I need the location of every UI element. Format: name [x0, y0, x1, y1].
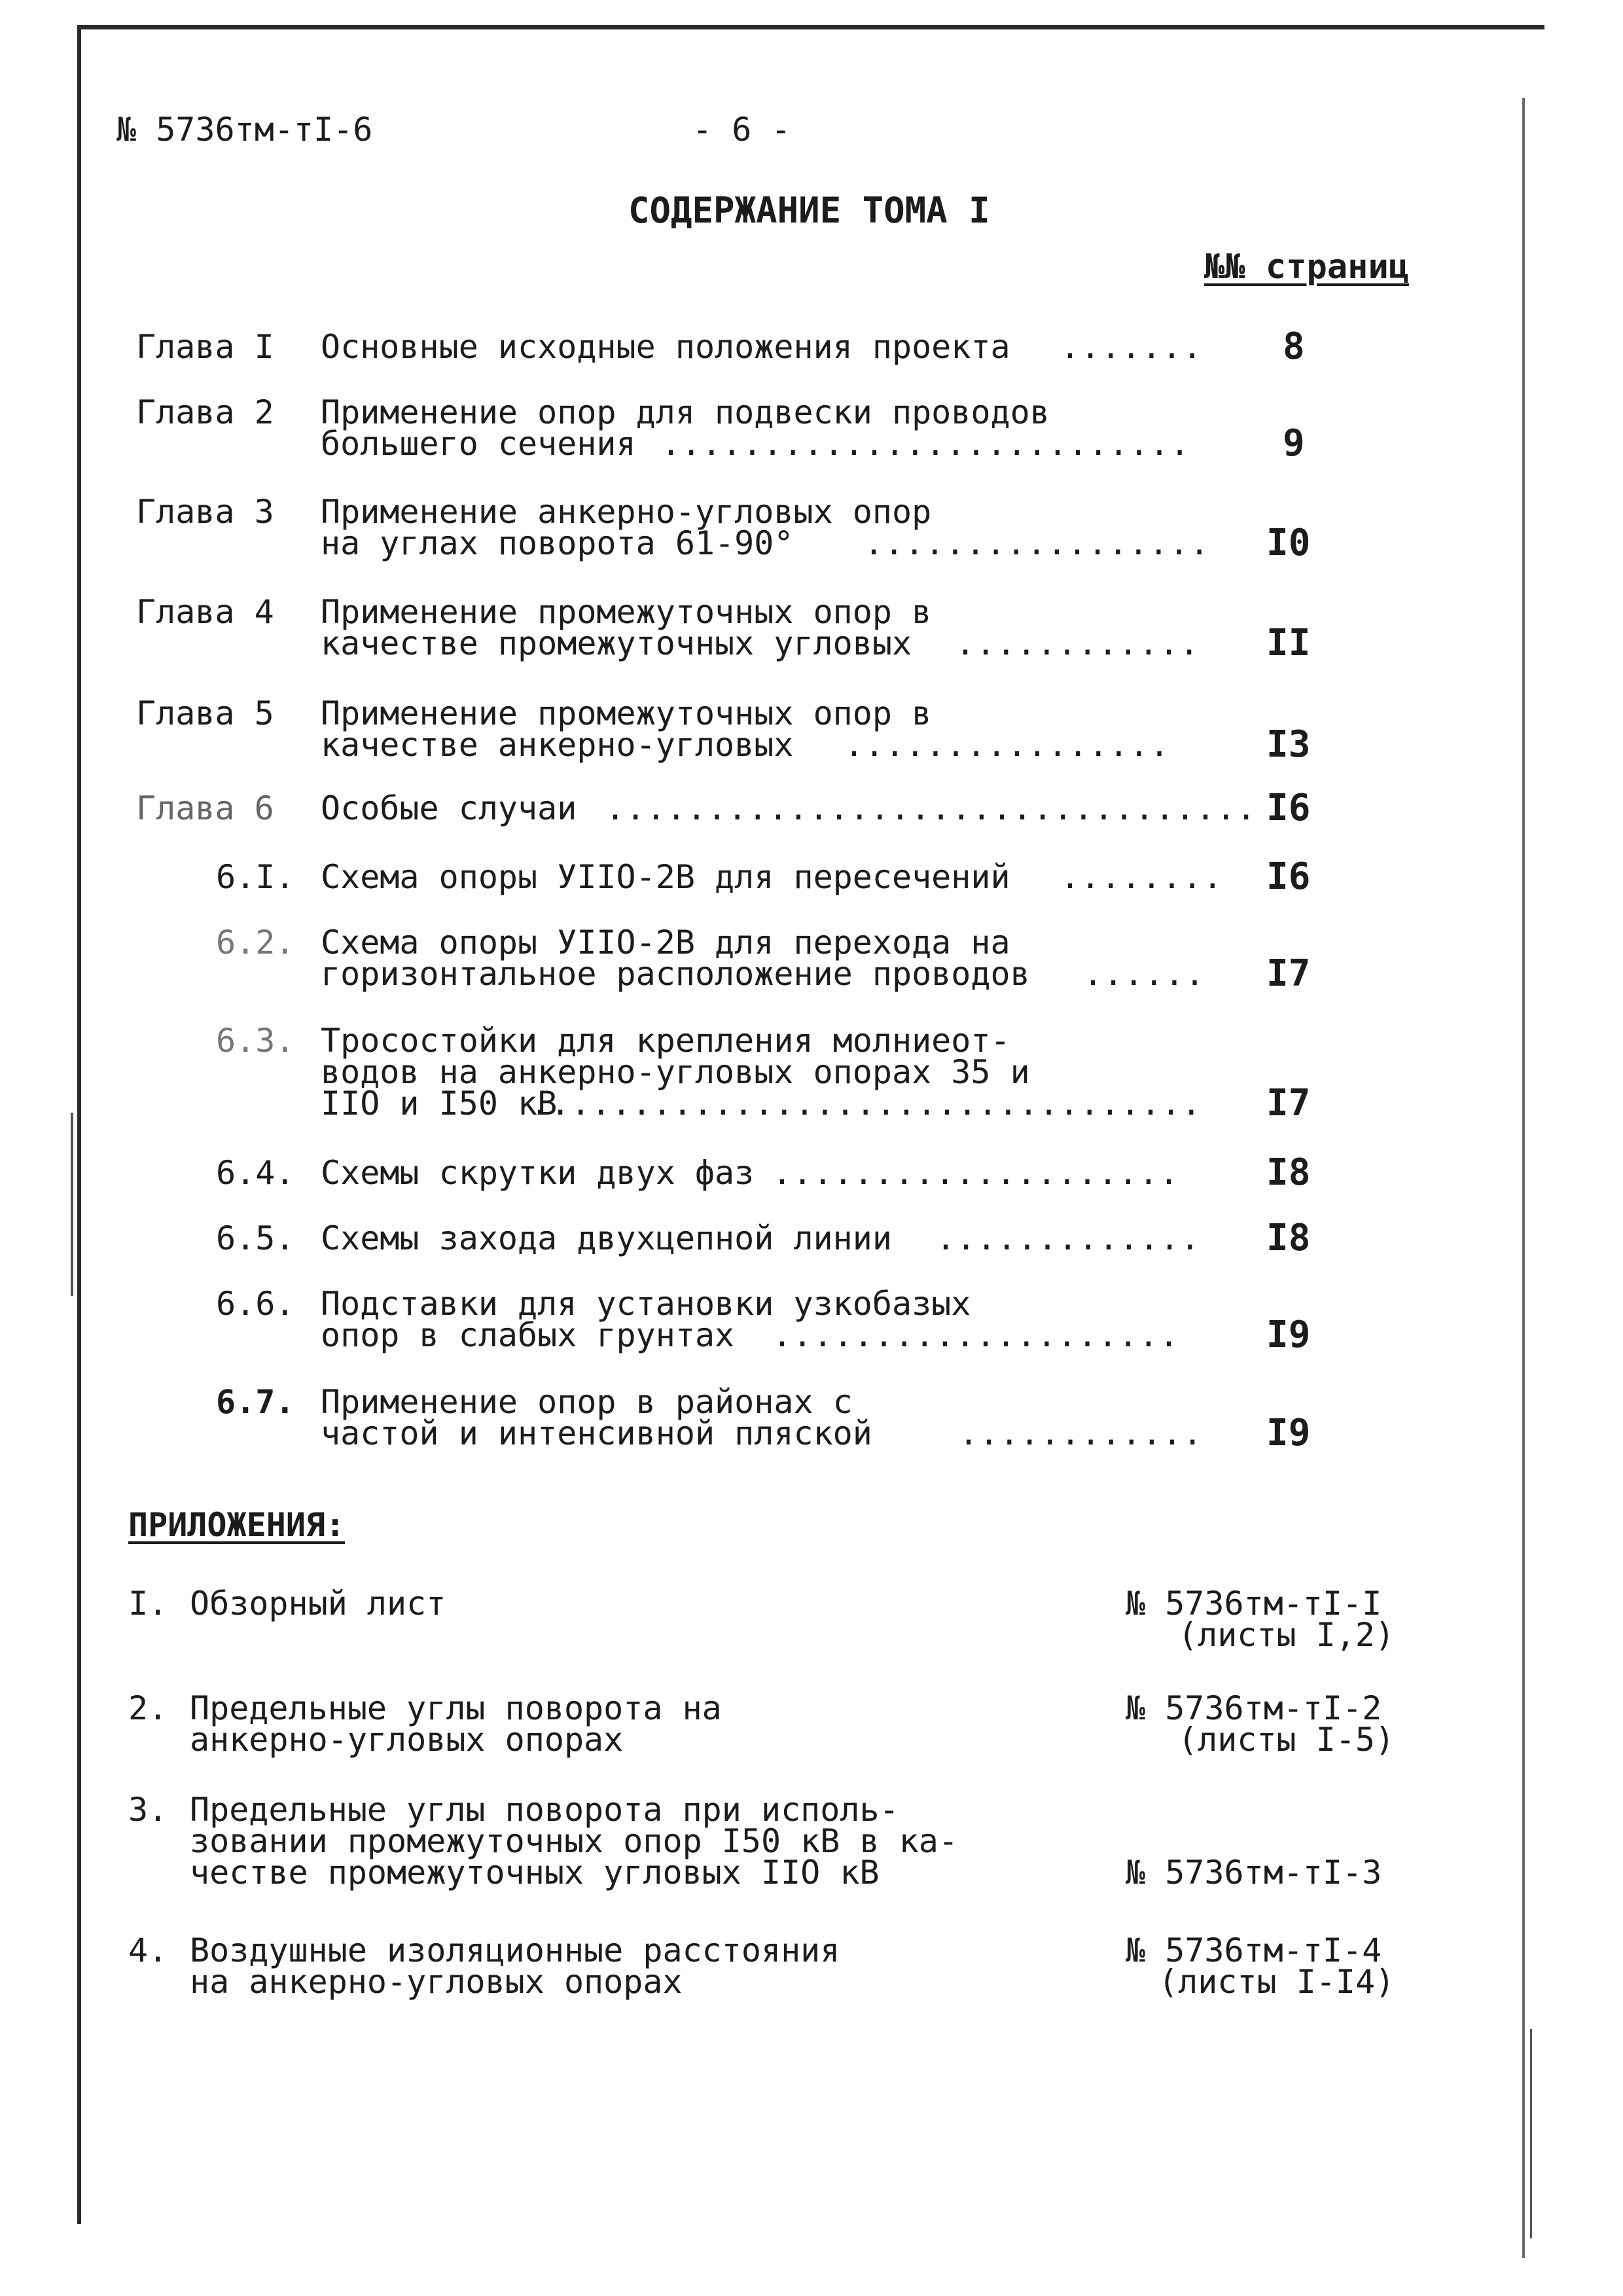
scan-mark: [1530, 2029, 1532, 2238]
appendix-title-line: Предельные углы поворота на: [190, 1689, 722, 1727]
subsection-title-line: горизонтальное расположение проводов: [321, 955, 1030, 993]
chapter-label: Глава I: [136, 328, 274, 366]
subsection-title-line: IIО и I50 кВ: [321, 1085, 558, 1122]
subsection-title-line: Схемы скрутки двух фаз: [321, 1154, 755, 1192]
page-title: СОДЕРЖАНИЕ ТОМА I: [628, 190, 990, 231]
appendix-header: ПРИЛОЖЕНИЯ:: [128, 1506, 346, 1544]
chapter-title-line: качестве анкерно-угловых: [321, 726, 794, 764]
subsection-title-line: Схема опоры УIIО-2В для перехода на: [321, 924, 1010, 961]
appendix-title-line: анкерно-угловых опорах: [190, 1721, 624, 1759]
subsection-title-line: опор в слабых грунтах: [321, 1316, 735, 1354]
subsection-title-line: Применение опор в районах с: [321, 1383, 853, 1421]
subsection-page: I7: [1266, 1082, 1311, 1124]
subsection-title-line: Схема опоры УIIО-2В для пересечений: [321, 858, 1010, 896]
chapter-label: Глава 2: [136, 393, 274, 431]
subsection-label: 6.7.: [216, 1383, 295, 1421]
doc-code: № 5736тм-тI-6: [116, 111, 373, 149]
leader-dots: .................: [864, 524, 1210, 562]
subsection-label: 6.5.: [216, 1219, 295, 1257]
chapter-page: I6: [1266, 787, 1311, 829]
appendix-sheets: (листы I-5): [1178, 1721, 1395, 1759]
appendix-label: I.: [128, 1585, 168, 1623]
chapter-title-line: Основные исходные положения проекта: [321, 328, 1010, 366]
leader-dots: ....................: [772, 1154, 1180, 1192]
appendix-title-line: честве промежуточных угловых IIО кВ: [190, 1854, 880, 1892]
appendix-title-line: Предельные углы поворота при исполь-: [190, 1791, 899, 1829]
subsection-title-line: Подставки для установки узкобазых: [321, 1285, 971, 1323]
pages-column-header: №№ страниц: [1204, 247, 1410, 287]
subsection-label: 6.2.: [216, 924, 295, 961]
chapter-label: Глава 5: [136, 694, 274, 732]
appendix-title-line: Обзорный лист: [190, 1585, 446, 1623]
leader-dots: ........: [1060, 858, 1223, 896]
subsection-page: I6: [1266, 855, 1311, 898]
subsection-page: I8: [1266, 1217, 1311, 1259]
leader-dots: .............: [936, 1219, 1201, 1257]
chapter-page: I3: [1266, 723, 1311, 766]
subsection-title-line: Схемы захода двухцепной линии: [321, 1219, 892, 1257]
appendix-label: 3.: [128, 1791, 168, 1829]
appendix-ref: № 5736тм-тI-3: [1126, 1854, 1382, 1892]
subsection-page: I8: [1266, 1151, 1311, 1194]
chapter-label: Глава 6: [136, 789, 274, 827]
subsection-page: I9: [1266, 1314, 1311, 1356]
appendix-sheets: (листы I-I4): [1158, 1963, 1395, 2001]
subsection-page: I7: [1266, 952, 1311, 995]
leader-dots: ............: [955, 624, 1200, 662]
subsection-label: 6.6.: [216, 1285, 295, 1323]
subsection-page: I9: [1266, 1412, 1311, 1454]
appendix-title-line: на анкерно-угловых опорах: [190, 1963, 683, 2001]
leader-dots: .................................: [530, 1085, 1202, 1122]
leader-dots: .......: [1060, 328, 1203, 366]
chapter-title-line: качестве промежуточных угловых: [321, 624, 912, 662]
subsection-label: 6.3.: [216, 1022, 295, 1060]
chapter-label: Глава 3: [136, 493, 274, 531]
subsection-label: 6.I.: [216, 858, 295, 896]
subsection-title-line: Тросостойки для крепления молниеот-: [321, 1022, 1010, 1060]
appendix-label: 4.: [128, 1931, 168, 1969]
leader-dots: ................: [844, 726, 1170, 764]
leader-dots: ................................: [605, 789, 1257, 827]
scan-mark: [71, 1113, 73, 1296]
chapter-title-line: Применение промежуточных опор в: [321, 593, 932, 631]
subsection-title-line: частой и интенсивной пляской: [321, 1414, 872, 1452]
appendix-title-line: Воздушные изоляционные расстояния: [190, 1931, 840, 1969]
appendix-ref: № 5736тм-тI-4: [1126, 1931, 1382, 1969]
chapter-page: II: [1266, 622, 1311, 664]
leader-dots: ....................: [772, 1316, 1180, 1354]
subsection-label: 6.4.: [216, 1154, 295, 1192]
leader-dots: ............: [959, 1414, 1204, 1452]
chapter-title-line: Применение промежуточных опор в: [321, 694, 932, 732]
chapter-title-line: Применение опор для подвески проводов: [321, 393, 1050, 431]
appendix-sheets: (листы I,2): [1178, 1616, 1395, 1654]
chapter-title-line: Особые случаи: [321, 789, 577, 827]
leader-dots: ..........................: [661, 425, 1190, 463]
page-border-top: [79, 25, 1544, 29]
chapter-title-line: большего сечения: [321, 425, 636, 463]
page-border-right: [1522, 98, 1525, 2258]
page-marker: - 6 -: [692, 111, 791, 149]
chapter-label: Глава 4: [136, 593, 274, 631]
subsection-title-line: водов на анкерно-угловых опорах 35 и: [321, 1053, 1030, 1091]
appendix-ref: № 5736тм-тI-2: [1126, 1689, 1382, 1727]
appendix-ref: № 5736тм-тI-I: [1126, 1585, 1382, 1623]
chapter-page: 9: [1283, 422, 1305, 465]
chapter-page: 8: [1283, 325, 1305, 368]
appendix-label: 2.: [128, 1689, 168, 1727]
page-border-left: [77, 25, 81, 2224]
chapter-page: I0: [1266, 522, 1311, 564]
chapter-title-line: Применение анкерно-угловых опор: [321, 493, 932, 531]
appendix-title-line: зовании промежуточных опор I50 кВ в ка-: [190, 1822, 958, 1860]
leader-dots: ......: [1083, 955, 1205, 993]
chapter-title-line: на углах поворота 61-90°: [321, 524, 794, 562]
